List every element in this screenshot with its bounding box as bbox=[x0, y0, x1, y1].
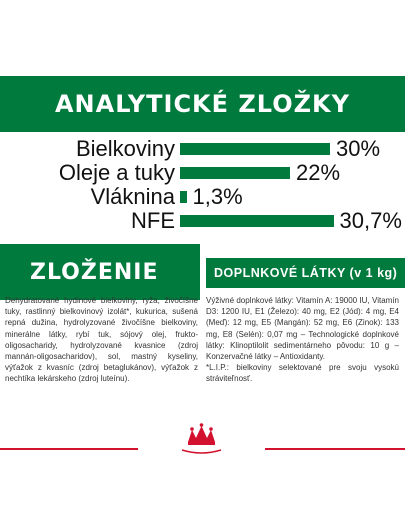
analysis-value: 1,3% bbox=[192, 184, 243, 209]
analysis-bar bbox=[180, 167, 290, 179]
analysis-row bbox=[0, 208, 405, 234]
analysis-row bbox=[0, 160, 405, 186]
additives-header bbox=[206, 258, 405, 288]
composition-title: ZLOŽENIE bbox=[30, 259, 159, 285]
composition-header bbox=[0, 244, 200, 300]
analysis-value: 30,7% bbox=[339, 208, 402, 233]
analysis-bar bbox=[180, 215, 334, 227]
analysis-label: NFE bbox=[131, 208, 175, 233]
analysis-bar bbox=[180, 191, 187, 203]
analysis-title: ANALYTICKÉ ZLOŽKY bbox=[54, 90, 351, 118]
additives-text-block bbox=[206, 295, 399, 385]
royal-canin-logo bbox=[138, 420, 265, 460]
additives-text: Výživné doplnkové látky: Vitamín A: 19000 IU, Vitamín D3: 1200 IU, E1 (Železo): 40 mg, E2 (Jód): 4 mg, E4 (Meď): 12 mg, E5 (Mangán): 52 mg, E6 (Zinok): 133 mg, E8 (Selén): 0,07 mg – Technologické doplnkové látky: Klinoptilolit sedimentárneho pôvodu: 10 g – Konzervačné látky – Antioxidanty. bbox=[206, 296, 399, 362]
analysis-label: Oleje a tuky bbox=[58, 160, 175, 185]
analysis-value: 30% bbox=[336, 136, 381, 161]
analysis-label: Bielkoviny bbox=[75, 136, 175, 161]
additives-note: *L.I.P.: bielkoviny selektované pre svoju vysokú stráviteľnosť. bbox=[206, 363, 399, 384]
analysis-value: 22% bbox=[296, 160, 341, 185]
analysis-row bbox=[0, 136, 405, 162]
analysis-bar bbox=[180, 143, 330, 155]
analysis-label: Vláknina bbox=[90, 184, 175, 209]
analysis-row bbox=[0, 184, 405, 210]
additives-title: DOPLNKOVÉ LÁTKY (v 1 kg) bbox=[214, 266, 398, 280]
red-divider-right bbox=[265, 448, 405, 450]
analysis-header-banner bbox=[0, 76, 405, 132]
composition-text: Dehydratované hydinové bielkoviny, ryža, živočíšne tuky, rastlinný bielkovinový izolát*, kukurica, sušená repná dužina, hydrolyzované živočíšne bielkoviny, minerálne látky, rybí tuk, sójový olej, frukto-oligosacharidy, hydrolyzované kvasnice (zdroj mannán-oligosacharidov), sol, mastný kyseliny, výťažok z kvasníc (zdroj betaglukánov), výťažok z nechtíka lekárskeho (zdroj luteínu). bbox=[5, 296, 198, 384]
red-divider-left bbox=[0, 448, 138, 450]
